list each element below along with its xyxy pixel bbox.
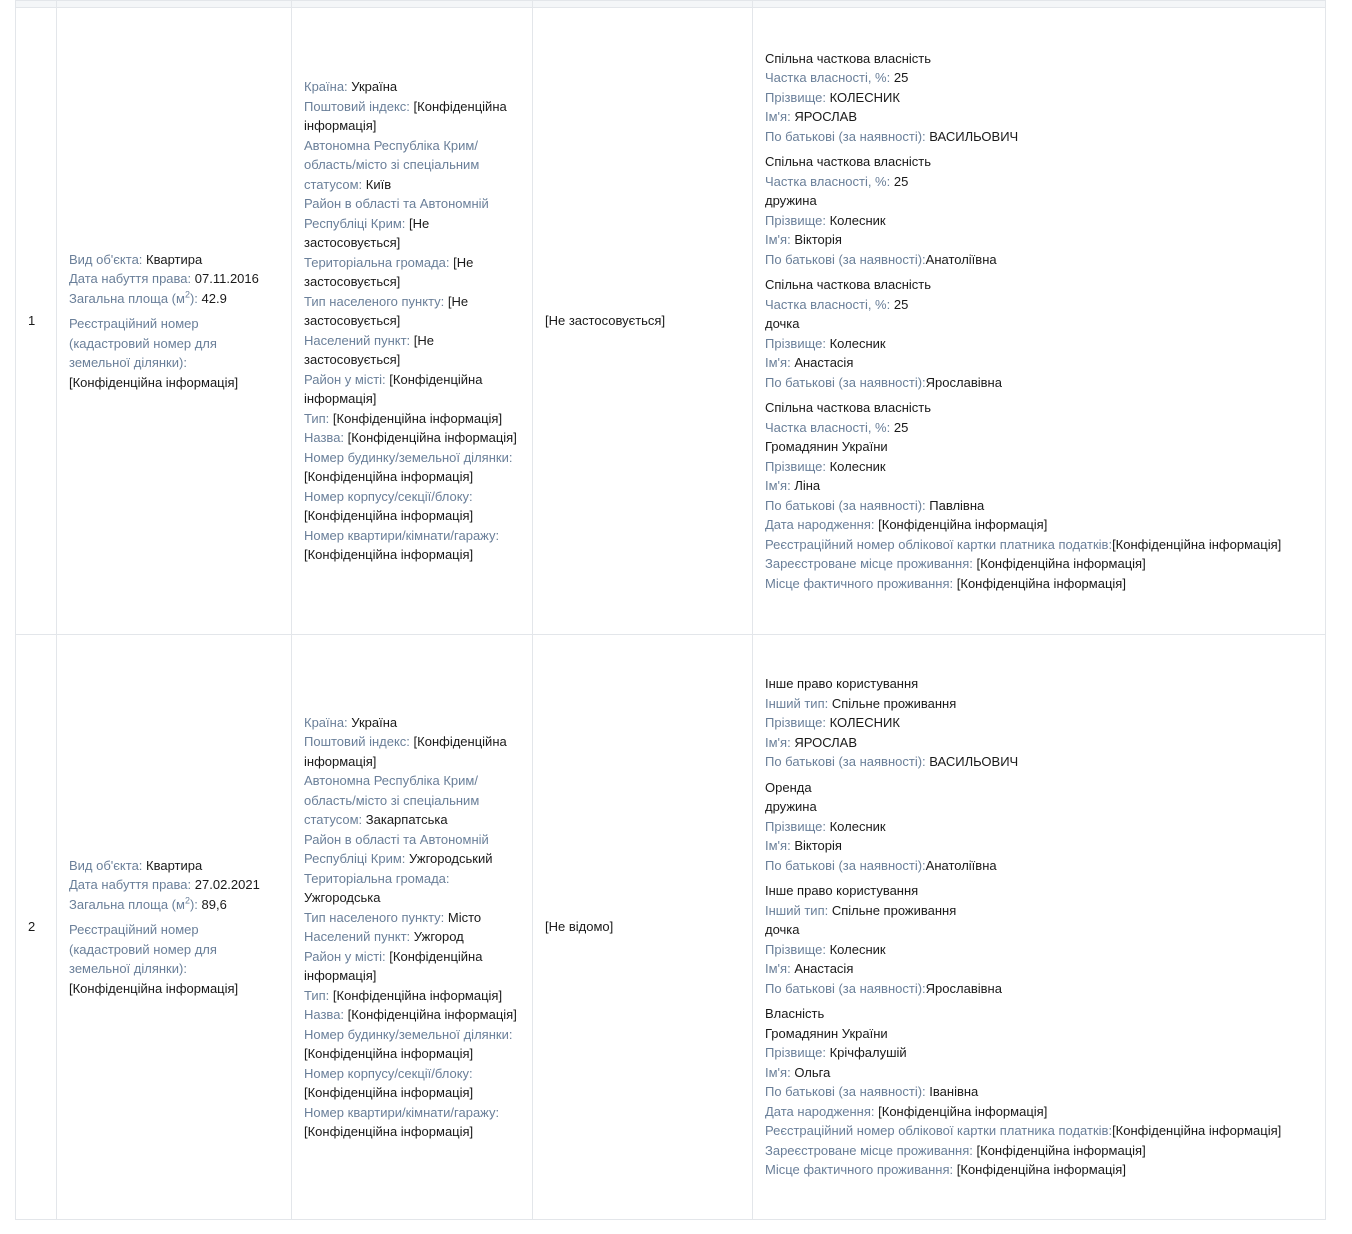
owner-field: Частка власності, %: 25 xyxy=(765,419,909,435)
owner-group xyxy=(765,1004,1313,1180)
owner-field: По батькові (за наявності):Ярославівна xyxy=(765,374,1002,390)
owner-field: По батькові (за наявності):Анатоліївна xyxy=(765,857,997,873)
address-field: Назва: [Конфіденційна інформація] xyxy=(304,430,517,446)
object-type-label: Вид об'єкта: xyxy=(69,251,143,267)
owners-cell xyxy=(753,8,1326,635)
owner-field: Прізвище: Колесник xyxy=(765,941,886,957)
area-label: Загальна площа $(м^2)$: xyxy=(69,289,198,306)
owner-field: Ім'я: ЯРОСЛАВ xyxy=(765,734,858,750)
object-cell xyxy=(57,8,292,635)
address-field: Населений пункт: Ужгород xyxy=(304,929,464,944)
table-header-strip xyxy=(16,1,1326,8)
table-row xyxy=(16,635,1326,1220)
owner-field: Власність xyxy=(765,1006,825,1022)
owner-field: По батькові (за наявності): ВАСИЛЬОВИЧ xyxy=(765,128,1019,144)
owner-group xyxy=(765,674,1313,772)
owner-field: Інший тип: Спільне проживання xyxy=(765,902,957,918)
owners-cell xyxy=(753,635,1326,1220)
address-field: Тип населеного пункту: [Не застосовується] xyxy=(304,293,469,329)
owner-group xyxy=(765,778,1313,876)
restrictions-cell: [Не відомо] xyxy=(533,635,753,1220)
address-field: Поштовий індекс: [Конфіденційна інформація] xyxy=(304,98,507,134)
address-field: Номер корпусу/секції/блоку: [Конфіденційна інформація] xyxy=(304,488,474,524)
owner-field: Частка власності, %: 25 xyxy=(765,296,909,312)
table-row xyxy=(16,8,1326,635)
registration-number-value: [Конфіденційна інформація] xyxy=(69,980,239,996)
owner-field: дружина xyxy=(765,193,817,209)
owner-field: Спільна часткова власність xyxy=(765,400,932,416)
owner-group xyxy=(765,152,1313,269)
owner-field: Спільна часткова власність xyxy=(765,154,932,170)
address-field: Поштовий індекс: [Конфіденційна інформація] xyxy=(304,734,507,769)
property-table xyxy=(15,0,1326,1220)
owner-field: Зареєстроване місце проживання: [Конфіденційна інформація] xyxy=(765,556,1146,572)
row-number: 1 xyxy=(16,8,57,635)
owner-field: По батькові (за наявності): Іванівна xyxy=(765,1084,979,1100)
owner-field: По батькові (за наявності):Ярославівна xyxy=(765,980,1002,996)
address-field: Номер будинку/земельної ділянки: [Конфіденційна інформація] xyxy=(304,1026,513,1061)
owner-field: Оренда xyxy=(765,779,812,795)
address-field: Назва: [Конфіденційна інформація] xyxy=(304,1007,517,1022)
address-field: Тип населеного пункту: Місто xyxy=(304,909,482,925)
owner-field: Частка власності, %: 25 xyxy=(765,173,909,189)
address-field: Тип: [Конфіденційна інформація] xyxy=(304,410,503,426)
owner-field: Місце фактичного проживання: [Конфіденційна інформація] xyxy=(765,575,1126,591)
address-field: Номер квартири/кімнати/гаражу: [Конфіденційна інформація] xyxy=(304,1104,500,1139)
registration-number-value: [Конфіденційна інформація] xyxy=(69,374,239,390)
owner-field: Прізвище: Колесник xyxy=(765,818,886,834)
address-field: Територіальна громада: [Не застосовується] xyxy=(304,254,474,290)
address-field: Номер корпусу/секції/блоку: [Конфіденційна інформація] xyxy=(304,1065,474,1100)
owner-field: Прізвище: КОЛЕСНИК xyxy=(765,89,900,105)
object-type-value: Квартира xyxy=(146,857,203,873)
acquisition-date-value: 27.02.2021 xyxy=(194,877,260,893)
owner-field: Ім'я: Анастасія xyxy=(765,961,854,977)
address-field: Район у місті: [Конфіденційна інформація] xyxy=(304,948,483,983)
row-number: 2 xyxy=(16,635,57,1220)
address-cell xyxy=(292,8,533,635)
owner-field: дочка xyxy=(765,316,800,332)
address-field: Район в області та Автономній Республіці Крим: [Не застосовується] xyxy=(304,196,489,251)
area-value: 42.9 xyxy=(201,290,227,306)
address-field: Автономна Республіка Крим/ область/місто зі спеціальним статусом: Закарпатська xyxy=(304,773,480,827)
owner-field: Інший тип: Спільне проживання xyxy=(765,695,957,711)
restrictions-cell: [Не застосовується] xyxy=(533,8,753,635)
owner-group xyxy=(765,881,1313,998)
registration-number-label: Реєстраційний номер (кадастровий номер для земельної ділянки): xyxy=(69,316,217,371)
area-value: 89,6 xyxy=(201,896,227,912)
address-field: Район в області та Автономній Республіці Крим: Ужгородський xyxy=(304,831,493,866)
owner-field: Ім'я: Ліна xyxy=(765,478,821,494)
owner-field: Дата народження: [Конфіденційна інформація] xyxy=(765,517,1048,533)
owner-field: дружина xyxy=(765,799,817,815)
address-field: Тип: [Конфіденційна інформація] xyxy=(304,987,503,1003)
address-field: Територіальна громада: Ужгородська xyxy=(304,870,450,905)
owner-field: Прізвище: КОЛЕСНИК xyxy=(765,715,900,731)
owner-field: Громадянин України xyxy=(765,439,888,455)
owner-field: Прізвище: Крічфалушій xyxy=(765,1045,907,1061)
owner-field: Інше право користування xyxy=(765,676,919,692)
owner-group xyxy=(765,49,1313,147)
owner-field: Прізвище: Колесник xyxy=(765,212,886,228)
object-type-label: Вид об'єкта: xyxy=(69,857,143,873)
acquisition-date-value: 07.11.2016 xyxy=(194,271,259,287)
owner-field: Ім'я: Вікторія xyxy=(765,838,842,854)
owner-field: Ім'я: Вікторія xyxy=(765,232,842,248)
address-field: Автономна Республіка Крим/ область/місто зі спеціальним статусом: Київ xyxy=(304,137,480,192)
owner-field: По батькові (за наявності):Анатоліївна xyxy=(765,251,997,267)
registration-number-label: Реєстраційний номер (кадастровий номер для земельної ділянки): xyxy=(69,922,217,977)
owner-field: Реєстраційний номер облікової картки платника податків:[Конфіденційна інформація] xyxy=(765,536,1282,552)
owner-group xyxy=(765,398,1313,593)
area-label: Загальна площа $(м^2)$: xyxy=(69,895,198,912)
acquisition-date-label: Дата набуття права: xyxy=(69,877,192,893)
owner-field: Частка власності, %: 25 xyxy=(765,70,909,86)
object-type-value: Квартира xyxy=(146,251,203,267)
owner-field: По батькові (за наявності): ВАСИЛЬОВИЧ xyxy=(765,754,1019,770)
owner-field: Дата народження: [Конфіденційна інформація] xyxy=(765,1103,1048,1119)
owner-field: дочка xyxy=(765,922,800,938)
address-cell xyxy=(292,635,533,1220)
owner-field: Реєстраційний номер облікової картки платника податків:[Конфіденційна інформація] xyxy=(765,1123,1282,1139)
address-field: Населений пункт: [Не застосовується] xyxy=(304,332,435,368)
owner-field: Місце фактичного проживання: [Конфіденційна інформація] xyxy=(765,1162,1126,1178)
owner-field: Ім'я: Анастасія xyxy=(765,355,854,371)
address-field: Номер будинку/земельної ділянки: [Конфіденційна інформація] xyxy=(304,449,513,485)
owner-field: Прізвище: Колесник xyxy=(765,458,886,474)
address-field: Країна: Україна xyxy=(304,79,398,95)
owner-field: По батькові (за наявності): Павлівна xyxy=(765,497,985,513)
owner-field: Спільна часткова власність xyxy=(765,277,932,293)
owner-field: Громадянин України xyxy=(765,1025,888,1041)
owner-group xyxy=(765,275,1313,392)
address-field: Район у місті: [Конфіденційна інформація] xyxy=(304,371,483,407)
address-field: Номер квартири/кімнати/гаражу: [Конфіденційна інформація] xyxy=(304,527,500,563)
owner-field: Ім'я: ЯРОСЛАВ xyxy=(765,109,858,125)
address-field: Країна: Україна xyxy=(304,714,398,730)
owner-field: Зареєстроване місце проживання: [Конфіденційна інформація] xyxy=(765,1142,1146,1158)
owner-field: Ім'я: Ольга xyxy=(765,1064,831,1080)
owner-field: Прізвище: Колесник xyxy=(765,335,886,351)
acquisition-date-label: Дата набуття права: xyxy=(69,271,192,287)
owner-field: Спільна часткова власність xyxy=(765,50,932,66)
object-cell xyxy=(57,635,292,1220)
owner-field: Інше право користування xyxy=(765,883,919,899)
